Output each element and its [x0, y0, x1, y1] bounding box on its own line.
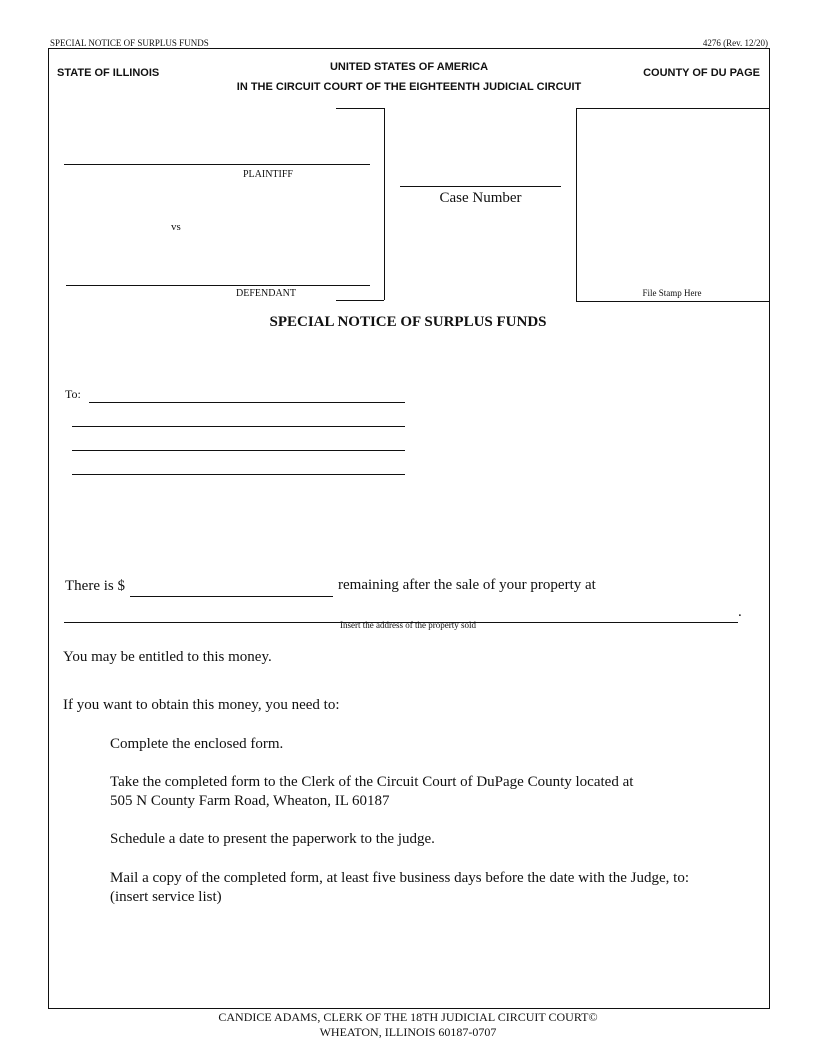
surplus-suffix: remaining after the sale of your property at	[338, 577, 596, 593]
case-number-line[interactable]	[400, 186, 561, 187]
intro-text: If you want to obtain this money, you need to:	[63, 697, 340, 713]
caption-bracket-top	[336, 108, 384, 109]
country-label: UNITED STATES OF AMERICA	[329, 61, 489, 73]
to-line-4[interactable]	[72, 474, 405, 475]
caption-bracket-bottom	[336, 300, 384, 301]
surplus-prefix: There is $	[65, 578, 125, 594]
circuit-label: IN THE CIRCUIT COURT OF THE EIGHTEENTH JUDICIAL CIRCUIT	[236, 81, 582, 93]
form-name-header: SPECIAL NOTICE OF SURPLUS FUNDS	[50, 38, 209, 48]
vs-label: vs	[171, 221, 181, 233]
form-number: 4276 (Rev. 12/20)	[702, 38, 768, 48]
to-line-2[interactable]	[72, 426, 405, 427]
step-2-line-1: Take the completed form to the Clerk of the Circuit Court of DuPage County located at	[110, 774, 634, 790]
step-4-line-1: Mail a copy of the completed form, at least five business days before the date with the Judge, to:	[110, 870, 690, 886]
state-label: STATE OF ILLINOIS	[57, 67, 160, 79]
surplus-amount-line[interactable]	[130, 596, 333, 597]
step-3: Schedule a date to present the paperwork to the judge.	[110, 831, 435, 847]
plaintiff-line[interactable]	[64, 164, 370, 165]
case-number-label: Case Number	[439, 190, 522, 206]
document-title: SPECIAL NOTICE OF SURPLUS FUNDS	[269, 314, 547, 330]
plaintiff-label: PLAINTIFF	[242, 169, 293, 180]
step-1: Complete the enclosed form.	[110, 736, 284, 752]
step-2-line-2: 505 N County Farm Road, Wheaton, IL 60187	[110, 793, 390, 809]
to-label: To:	[65, 387, 81, 401]
to-line-3[interactable]	[72, 450, 405, 451]
to-line-1[interactable]	[89, 402, 405, 403]
county-label: COUNTY OF DU PAGE	[643, 67, 760, 79]
caption-bracket-side	[384, 108, 385, 300]
file-stamp-box	[576, 108, 769, 302]
footer-clerk: CANDICE ADAMS, CLERK OF THE 18TH JUDICIAL CIRCUIT COURT©	[218, 1010, 598, 1024]
footer-address: WHEATON, ILLINOIS 60187-0707	[319, 1025, 497, 1039]
defendant-label: DEFENDANT	[236, 288, 296, 299]
step-4-line-2: (insert service list)	[110, 889, 222, 905]
address-period: .	[738, 604, 742, 620]
address-hint: Insert the address of the property sold	[340, 620, 476, 630]
file-stamp-label: File Stamp Here	[642, 288, 702, 298]
defendant-line[interactable]	[66, 285, 370, 286]
entitled-text: You may be entitled to this money.	[63, 649, 272, 665]
